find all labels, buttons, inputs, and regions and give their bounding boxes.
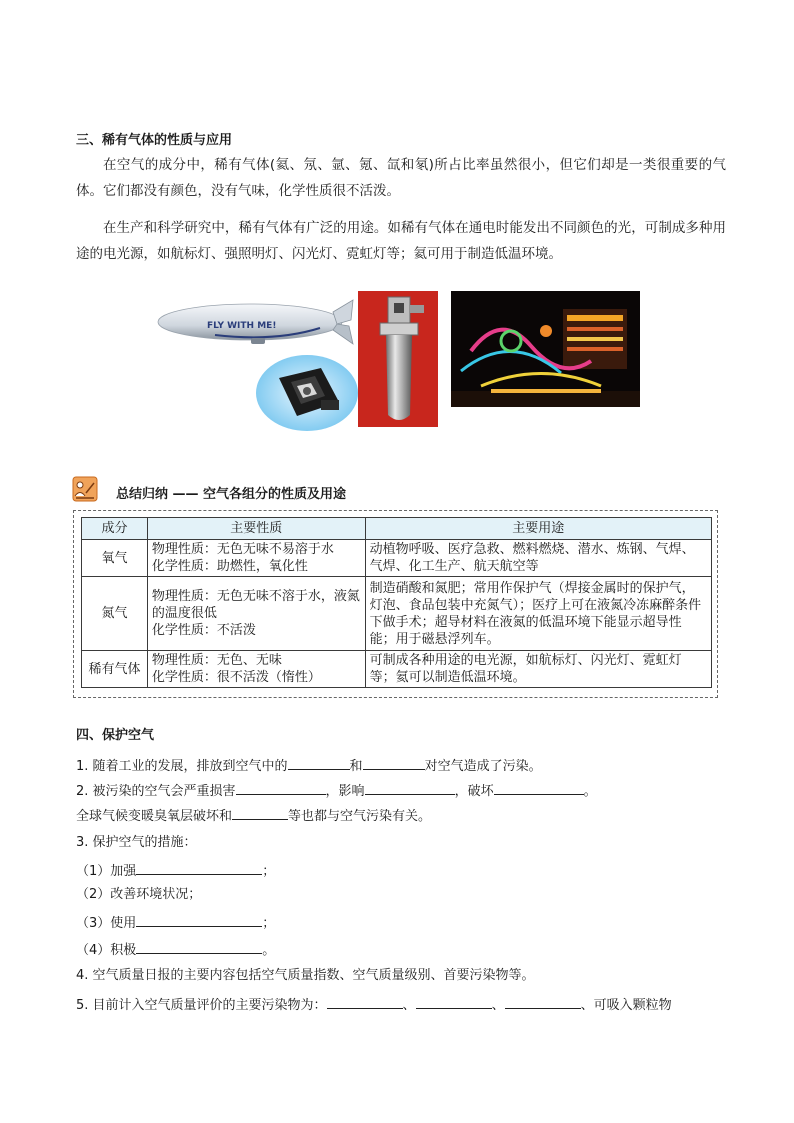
- flash-unit-image: [255, 354, 359, 432]
- question-5: 5. 目前计入空气质量评价的主要污染物为： 、 、 、可吸入颗粒物: [76, 995, 672, 1015]
- table-row: [82, 540, 712, 577]
- header-component: 成分: [82, 518, 148, 540]
- answer-blank[interactable]: [288, 756, 350, 770]
- section4-title: 四、保护空气: [76, 728, 155, 743]
- question-2: 2. 被污染的空气会严重损害 ，影响 ，破坏 。: [76, 781, 597, 801]
- header-uses: 主要用途: [365, 518, 711, 540]
- physical-property: 物理性质：无色、无味: [151, 653, 282, 668]
- cryogenic-lamp-image: [358, 291, 438, 427]
- measure-4: （4）积极 。: [76, 940, 275, 960]
- answer-blank[interactable]: [363, 756, 425, 770]
- answer-blank[interactable]: [232, 806, 288, 820]
- table-header-row: [82, 518, 712, 540]
- row-name: 氮气: [82, 577, 148, 651]
- answer-blank[interactable]: [136, 913, 262, 927]
- row-properties: [147, 577, 365, 651]
- row-uses: 动植物呼吸、医疗急救、燃料燃烧、潜水、炼钢、气焊、气焊、化工生产、航天航空等: [365, 540, 711, 577]
- question-1: 1. 随着工业的发展，排放到空气中的 和 对空气造成了污染。: [76, 756, 542, 776]
- chemical-property: 化学性质：不活泼: [151, 623, 256, 638]
- neon-lights-image: [451, 291, 640, 407]
- row-name: 稀有气体: [82, 651, 148, 688]
- section3-title: 三、稀有气体的性质与应用: [76, 133, 233, 148]
- chemical-property: 化学性质：助燃性，氧化性: [151, 559, 308, 574]
- answer-blank[interactable]: [136, 861, 262, 875]
- section3-paragraph-2: 在生产和科学研究中，稀有气体有广泛的用途。如稀有气体在通电时能发出不同颜色的光，可制成多种用途的电光源，如航标灯、强照明灯、闪光灯、霓虹灯等；氦可用于制造低温环境。: [76, 220, 726, 262]
- question-3: 3. 保护空气的措施：: [76, 835, 197, 850]
- physical-property: 物理性质：无色无味不易溶于水: [151, 542, 334, 557]
- physical-property: 物理性质：无色无味不溶于水，液氮的温度很低: [151, 589, 360, 621]
- answer-blank[interactable]: [327, 995, 403, 1009]
- row-properties: [147, 651, 365, 688]
- chemical-property: 化学性质：很不活泼（惰性）: [151, 670, 321, 685]
- table-row: [82, 577, 712, 651]
- measure-2: （2）改善环境状况；: [76, 887, 202, 902]
- question-2-continued: 全球气候变暖臭氧层破坏和 等也都与空气污染有关。: [76, 806, 431, 826]
- header-properties: 主要性质: [147, 518, 365, 540]
- air-components-table: [81, 517, 712, 688]
- answer-blank[interactable]: [494, 781, 584, 795]
- answer-blank[interactable]: [505, 995, 581, 1009]
- blimp-lettering: FLY WITH ME!: [207, 321, 277, 331]
- answer-blank[interactable]: [365, 781, 455, 795]
- answer-blank[interactable]: [136, 940, 262, 954]
- measure-1: （1）加强 ；: [76, 861, 275, 881]
- row-name: 氧气: [82, 540, 148, 577]
- blimp-image: [155, 294, 355, 352]
- answer-blank[interactable]: [416, 995, 492, 1009]
- teacher-board-icon: [72, 476, 98, 502]
- question-4: 4. 空气质量日报的主要内容包括空气质量指数、空气质量级别、首要污染物等。: [76, 968, 535, 983]
- answer-blank[interactable]: [236, 781, 326, 795]
- row-uses: 制造硝酸和氮肥；常用作保护气（焊接金属时的保护气，灯泡、食品包装中充氮气）；医疗上可在液氮冷冻麻醉条件下做手术；超导材料在液氮的低温环境下能显示超导性能；用于磁悬浮列车。: [365, 577, 711, 651]
- row-uses: 可制成各种用途的电光源，如航标灯、闪光灯、霓虹灯等；氦可以制造低温环境。: [365, 651, 711, 688]
- measure-3: （3）使用 ；: [76, 913, 275, 933]
- table-row: [82, 651, 712, 688]
- section3-paragraph-1: 在空气的成分中，稀有气体(氦、氖、氩、氪、氙和氡)所占比率虽然很小，但它们却是一类很重要的气体。它们都没有颜色，没有气味，化学性质很不活泼。: [76, 157, 726, 199]
- summary-heading: 总结归纳 —— 空气各组分的性质及用途: [116, 487, 347, 502]
- row-properties: [147, 540, 365, 577]
